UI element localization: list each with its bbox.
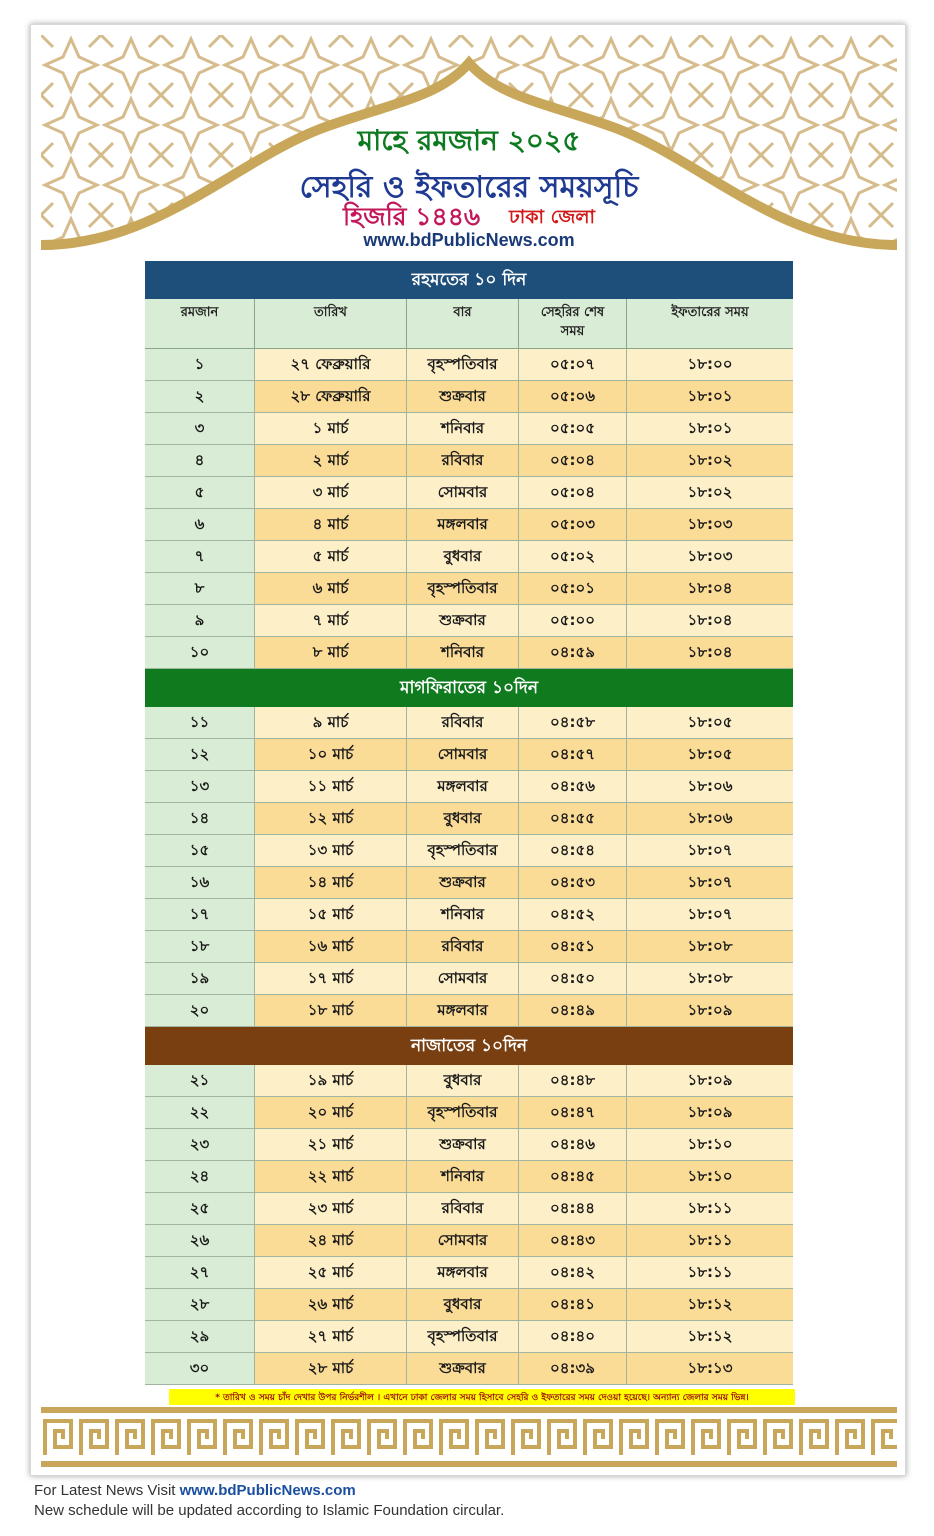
table-row: [145, 349, 793, 381]
table-cell: ১৬: [145, 867, 255, 898]
table-cell: ১৮:১২: [627, 1289, 793, 1320]
table-row: [145, 1225, 793, 1257]
table-cell: রবিবার: [407, 1193, 519, 1224]
table-row: [145, 1321, 793, 1353]
table-cell: ১৮ মার্চ: [255, 995, 407, 1026]
table-cell: ৬: [145, 509, 255, 540]
table-cell: ৫: [145, 477, 255, 508]
table-cell: বৃহস্পতিবার: [407, 1321, 519, 1352]
table-row: [145, 509, 793, 541]
table-cell: বুধবার: [407, 1065, 519, 1096]
table-cell: ০৫:০০: [519, 605, 627, 636]
table-cell: ১৮:০৪: [627, 637, 793, 668]
table-cell: শনিবার: [407, 899, 519, 930]
table-cell: ০৪:৫৬: [519, 771, 627, 802]
table-cell: ২৯: [145, 1321, 255, 1352]
table-cell: ১৮:০৩: [627, 541, 793, 572]
footnote: * তারিখ ও সময় চাঁদ দেখার উপর নির্ভরশীল । এখানে ঢাকা জেলার সময় হিসাবে সেহরি ও ইফতারের সময় দেওয়া হয়েছে। অন্যান্য জেলার সময় ভিন্ন।: [169, 1389, 795, 1407]
title-schedule: সেহরি ও ইফতারের সময়সূচি: [299, 170, 639, 205]
table-row: [145, 605, 793, 637]
table-cell: ০৫:০৪: [519, 445, 627, 476]
table-row: [145, 771, 793, 803]
table-cell: ১৮:১৩: [627, 1353, 793, 1384]
table-cell: শনিবার: [407, 413, 519, 444]
table-cell: ৩: [145, 413, 255, 444]
table-cell: ১৮:০৮: [627, 931, 793, 962]
table-cell: ৭ মার্চ: [255, 605, 407, 636]
table-cell: ১৮:১০: [627, 1161, 793, 1192]
column-header: ইফতারের সময়: [671, 305, 749, 320]
table-cell: ১৮:১২: [627, 1321, 793, 1352]
table-cell: সোমবার: [407, 963, 519, 994]
table-row: [145, 867, 793, 899]
table-cell: শনিবার: [407, 1161, 519, 1192]
table-cell: ০৪:৪৪: [519, 1193, 627, 1224]
table-cell: ০৪:৪৬: [519, 1129, 627, 1160]
table-cell: ৮ মার্চ: [255, 637, 407, 668]
table-cell: ১৮:১০: [627, 1129, 793, 1160]
section-header: নাজাতের ১০দিন: [145, 1027, 793, 1065]
table-cell: ১৮:০৪: [627, 573, 793, 604]
table-cell: মঙ্গলবার: [407, 1257, 519, 1288]
table-cell: ২৬ মার্চ: [255, 1289, 407, 1320]
table-cell: ৬ মার্চ: [255, 573, 407, 604]
table-cell: ১৮:১১: [627, 1257, 793, 1288]
table-cell: ১৩: [145, 771, 255, 802]
table-cell: ৩ মার্চ: [255, 477, 407, 508]
table-cell: ১৩ মার্চ: [255, 835, 407, 866]
table-cell: রবিবার: [407, 445, 519, 476]
table-cell: ০৪:৪৫: [519, 1161, 627, 1192]
table-cell: বুধবার: [407, 803, 519, 834]
table-cell: ১৮:০১: [627, 381, 793, 412]
table-cell: ১০: [145, 637, 255, 668]
table-cell: ০৫:০১: [519, 573, 627, 604]
table-row: [145, 541, 793, 573]
table-row: [145, 931, 793, 963]
table-cell: শুক্রবার: [407, 381, 519, 412]
table-row: [145, 739, 793, 771]
table-cell: সোমবার: [407, 1225, 519, 1256]
table-cell: ৫ মার্চ: [255, 541, 407, 572]
table-row: [145, 637, 793, 669]
table-cell: ৪: [145, 445, 255, 476]
table-cell: ১৮:০৬: [627, 771, 793, 802]
table-row: [145, 899, 793, 931]
schedule-table: [145, 261, 793, 1385]
table-cell: ০৪:৫০: [519, 963, 627, 994]
table-cell: ০৫:০৬: [519, 381, 627, 412]
table-cell: ১৮:০৩: [627, 509, 793, 540]
table-cell: রবিবার: [407, 707, 519, 738]
table-cell: ১৫ মার্চ: [255, 899, 407, 930]
table-cell: ৯ মার্চ: [255, 707, 407, 738]
table-row: [145, 803, 793, 835]
table-cell: ১৮:০৫: [627, 707, 793, 738]
column-header: সেহরির শেষ সময়: [519, 299, 627, 348]
table-cell: ২৬: [145, 1225, 255, 1256]
table-cell: মঙ্গলবার: [407, 509, 519, 540]
table-cell: শুক্রবার: [407, 605, 519, 636]
table-cell: ০৪:৪২: [519, 1257, 627, 1288]
table-cell: ২১ মার্চ: [255, 1129, 407, 1160]
table-cell: ১৮:০৮: [627, 963, 793, 994]
table-row: [145, 1193, 793, 1225]
table-cell: ০৪:৪৭: [519, 1097, 627, 1128]
table-cell: সোমবার: [407, 739, 519, 770]
table-cell: সোমবার: [407, 477, 519, 508]
table-cell: ২৭ ফেব্রুয়ারি: [255, 349, 407, 380]
table-cell: ০৪:৫৪: [519, 835, 627, 866]
table-row: [145, 995, 793, 1027]
table-cell: ১৮:০৪: [627, 605, 793, 636]
table-cell: ১৮:০৯: [627, 995, 793, 1026]
table-cell: ০৪:৩৯: [519, 1353, 627, 1384]
table-cell: ০৪:৫৭: [519, 739, 627, 770]
table-cell: ১৮:০২: [627, 445, 793, 476]
table-cell: ১৮:০১: [627, 413, 793, 444]
table-cell: ১৯ মার্চ: [255, 1065, 407, 1096]
table-cell: ০৫:০৭: [519, 349, 627, 380]
table-cell: রবিবার: [407, 931, 519, 962]
table-cell: ৪ মার্চ: [255, 509, 407, 540]
table-cell: ৯: [145, 605, 255, 636]
table-cell: ৮: [145, 573, 255, 604]
table-cell: ১৮:০৭: [627, 835, 793, 866]
website-label[interactable]: www.bdPublicNews.com: [363, 230, 575, 250]
table-cell: ১৫: [145, 835, 255, 866]
table-cell: ০৪:৫৫: [519, 803, 627, 834]
table-cell: ০৪:৫২: [519, 899, 627, 930]
table-row: [145, 1353, 793, 1385]
table-cell: বুধবার: [407, 1289, 519, 1320]
table-cell: বৃহস্পতিবার: [407, 835, 519, 866]
table-cell: ০৪:৫৯: [519, 637, 627, 668]
section-header: রহমতের ১০ দিন: [145, 261, 793, 299]
table-cell: ১৮:০৫: [627, 739, 793, 770]
table-cell: বৃহস্পতিবার: [407, 1097, 519, 1128]
table-cell: ০৪:৫১: [519, 931, 627, 962]
table-cell: ০৪:৪৯: [519, 995, 627, 1026]
table-cell: ১: [145, 349, 255, 380]
footer-line-1: [34, 1482, 356, 1499]
table-cell: ০৪:৪১: [519, 1289, 627, 1320]
table-cell: ০৪:৫৮: [519, 707, 627, 738]
table-cell: ২৩ মার্চ: [255, 1193, 407, 1224]
table-row: [145, 445, 793, 477]
table-cell: ১৮:০৭: [627, 867, 793, 898]
column-header: তারিখ: [255, 299, 407, 348]
table-cell: ২৩: [145, 1129, 255, 1160]
footer-line-2: New schedule will be updated according to Islamic Foundation circular.: [34, 1502, 505, 1519]
table-row: [145, 477, 793, 509]
table-cell: শুক্রবার: [407, 867, 519, 898]
table-cell: মঙ্গলবার: [407, 771, 519, 802]
table-row: [145, 1289, 793, 1321]
table-cell: ১৪: [145, 803, 255, 834]
table-cell: ২৮: [145, 1289, 255, 1320]
table-cell: ২৪: [145, 1161, 255, 1192]
column-header: রমজান: [145, 299, 255, 348]
table-cell: শুক্রবার: [407, 1129, 519, 1160]
title-ramadan: মাহে রমজান ২০২৫: [357, 124, 581, 157]
table-cell: ২৫ মার্চ: [255, 1257, 407, 1288]
table-cell: শুক্রবার: [407, 1353, 519, 1384]
table-cell: ২৭: [145, 1257, 255, 1288]
table-cell: বৃহস্পতিবার: [407, 349, 519, 380]
table-cell: ১৪ মার্চ: [255, 867, 407, 898]
table-row: [145, 1257, 793, 1289]
table-cell: ১০ মার্চ: [255, 739, 407, 770]
column-header: বার: [407, 299, 519, 348]
bottom-border-ornament: [41, 1405, 897, 1469]
table-cell: ০৫:০৪: [519, 477, 627, 508]
hijri-year: হিজরি ১৪৪৬: [343, 202, 481, 231]
table-cell: ২৮ মার্চ: [255, 1353, 407, 1384]
footer-prefix: For Latest News Visit: [34, 1482, 180, 1499]
column-header-row: [145, 299, 793, 349]
table-cell: ২৪ মার্চ: [255, 1225, 407, 1256]
table-cell: ০৫:০২: [519, 541, 627, 572]
table-cell: ০৪:৪৮: [519, 1065, 627, 1096]
table-cell: ১৭ মার্চ: [255, 963, 407, 994]
table-cell: বুধবার: [407, 541, 519, 572]
table-cell: ২১: [145, 1065, 255, 1096]
table-cell: ০৫:০৩: [519, 509, 627, 540]
table-cell: ১৮:০০: [627, 349, 793, 380]
table-cell: ১২: [145, 739, 255, 770]
table-row: [145, 1129, 793, 1161]
table-cell: ০৪:৫৩: [519, 867, 627, 898]
table-cell: ২২ মার্চ: [255, 1161, 407, 1192]
table-cell: ১৮: [145, 931, 255, 962]
table-cell: ১৮:০৭: [627, 899, 793, 930]
table-cell: ১৯: [145, 963, 255, 994]
table-cell: ১২ মার্চ: [255, 803, 407, 834]
section-header: মাগফিরাতের ১০দিন: [145, 669, 793, 707]
table-cell: ২০: [145, 995, 255, 1026]
footer-link[interactable]: www.bdPublicNews.com: [179, 1482, 356, 1499]
table-row: [145, 413, 793, 445]
table-cell: ১১: [145, 707, 255, 738]
table-row: [145, 1065, 793, 1097]
table-cell: ১ মার্চ: [255, 413, 407, 444]
table-cell: ১৬ মার্চ: [255, 931, 407, 962]
table-row: [145, 381, 793, 413]
table-cell: ১৮:১১: [627, 1193, 793, 1224]
table-cell: ২৮ ফেব্রুয়ারি: [255, 381, 407, 412]
table-cell: ২৫: [145, 1193, 255, 1224]
table-row: [145, 573, 793, 605]
table-cell: ৩০: [145, 1353, 255, 1384]
table-row: [145, 1161, 793, 1193]
table-cell: ২ মার্চ: [255, 445, 407, 476]
table-cell: ১৮:০২: [627, 477, 793, 508]
table-row: [145, 707, 793, 739]
table-row: [145, 963, 793, 995]
table-cell: ১৭: [145, 899, 255, 930]
table-cell: ২৭ মার্চ: [255, 1321, 407, 1352]
table-cell: ০৪:৪০: [519, 1321, 627, 1352]
table-row: [145, 835, 793, 867]
table-cell: ২০ মার্চ: [255, 1097, 407, 1128]
district-label: ঢাকা জেলা: [509, 206, 596, 228]
table-cell: ১৮:১১: [627, 1225, 793, 1256]
table-cell: ০৫:০৫: [519, 413, 627, 444]
table-cell: ১৮:০৯: [627, 1097, 793, 1128]
table-cell: শনিবার: [407, 637, 519, 668]
table-cell: ০৪:৪৩: [519, 1225, 627, 1256]
table-cell: ১৮:০৬: [627, 803, 793, 834]
table-cell: বৃহস্পতিবার: [407, 573, 519, 604]
table-cell: ২২: [145, 1097, 255, 1128]
table-cell: ২: [145, 381, 255, 412]
schedule-card: [30, 24, 906, 1476]
table-cell: ১১ মার্চ: [255, 771, 407, 802]
table-cell: মঙ্গলবার: [407, 995, 519, 1026]
table-row: [145, 1097, 793, 1129]
table-cell: ৭: [145, 541, 255, 572]
table-cell: ১৮:০৯: [627, 1065, 793, 1096]
